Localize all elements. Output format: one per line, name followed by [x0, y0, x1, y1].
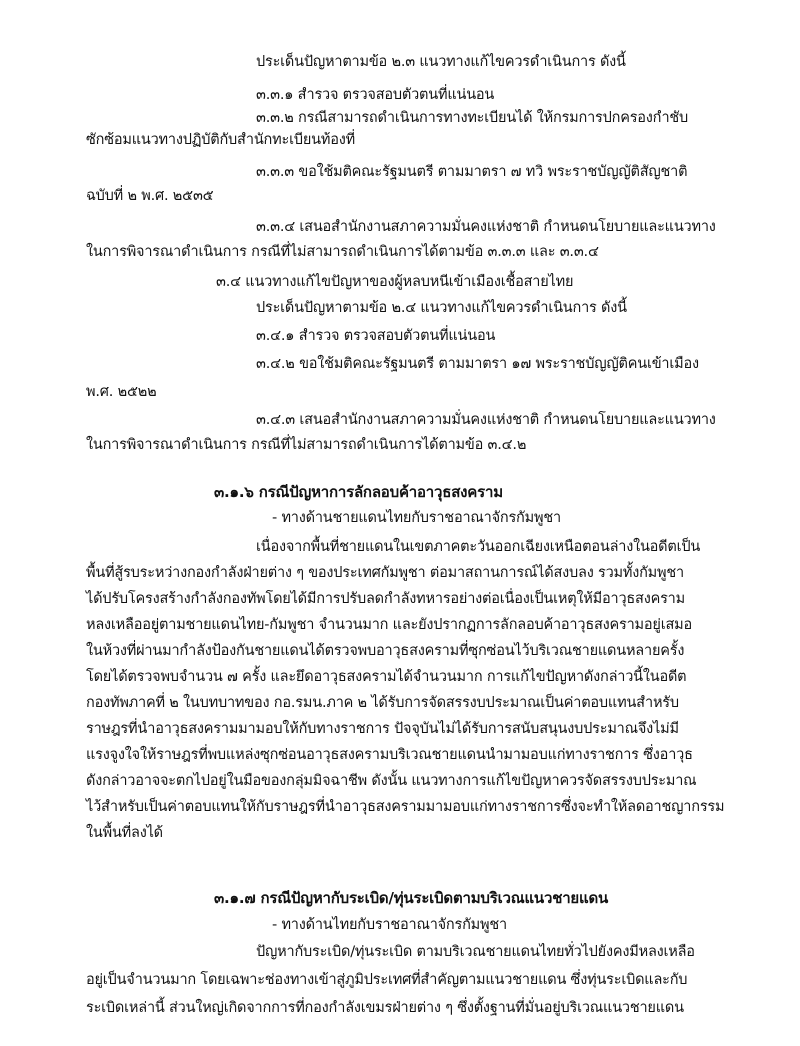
- list-item-3-3-1: ๓.๓.๑ สำรวจ ตรวจสอบตัวตนที่แน่นอน: [256, 87, 495, 103]
- list-item-3-3-4: ๓.๓.๔ เสนอสำนักงานสภาความมั่นคงแห่งชาติ กำหนดนโยบายและแนวทาง: [256, 219, 716, 235]
- paragraph-line: พ.ศ. ๒๕๒๒: [86, 384, 157, 400]
- paragraph-line: หลงเหลืออยู่ตามชายแดนไทย-กัมพูชา จำนวนมาก และยังปรากฏการลักลอบค้าอาวุธสงครามอยู่เสมอ: [86, 617, 692, 633]
- paragraph-line: ปัญหากับระเบิด/ทุ่นระเบิด ตามบริเวณชายแดนไทยทั่วไปยังคงมีหลงเหลือ: [256, 944, 695, 960]
- paragraph-line: ในพื้นที่ลงได้: [86, 825, 163, 841]
- paragraph-line: อยู่เป็นจำนวนมาก โดยเฉพาะช่องทางเข้าสู่ภูมิประเทศที่สำคัญตามแนวชายแดน ซึ่งทุ่นระเบิดและกับ: [86, 972, 688, 988]
- paragraph-line: ไว้สำหรับเป็นค่าตอบแทนให้กับราษฎรที่นำอาวุธสงครามมามอบแก่ทางราชการซึ่งจะทำให้ลดอาชญากรรม: [86, 799, 725, 815]
- paragraph-line: ราษฎรที่นำอาวุธสงครามมามอบให้กับทางราชการ ปัจจุบันไม่ได้รับการสนับสนุนงบประมาณจึงไม่มี: [86, 721, 679, 737]
- paragraph-line: ในการพิจารณาดำเนินการ กรณีที่ไม่สามารถดำเนินการได้ตามข้อ ๓.๓.๓ และ ๓.๓.๔: [86, 244, 599, 260]
- subsection-heading: - ทางด้านไทยกับราชอาณาจักรกัมพูชา: [272, 917, 507, 933]
- list-item-3-4-1: ๓.๔.๑ สำรวจ ตรวจสอบตัวตนที่แน่นอน: [256, 328, 496, 344]
- section-heading-3-1-7: ๓.๑.๗ กรณีปัญหากับระเบิด/ทุ่นระเบิดตามบริเวณแนวชายแดน: [214, 889, 609, 907]
- list-item-3-4-3: ๓.๔.๓ เสนอสำนักงานสภาความมั่นคงแห่งชาติ กำหนดนโยบายและแนวทาง: [256, 412, 716, 428]
- section-3-4-heading: ๓.๔ แนวทางแก้ไขปัญหาของผู้หลบหนีเข้าเมืองเชื้อสายไทย: [216, 274, 574, 290]
- paragraph-line: ฉบับที่ ๒ พ.ศ. ๒๕๓๕: [86, 188, 214, 204]
- paragraph-line: ประเด็นปัญหาตามข้อ ๒.๔ แนวทางแก้ไขควรดำเนินการ ดังนี้: [256, 300, 627, 316]
- paragraph-line: ในการพิจารณาดำเนินการ กรณีที่ไม่สามารถดำเนินการได้ตามข้อ ๓.๔.๒: [86, 437, 527, 453]
- paragraph-line: ดังกล่าวอาจจะตกไปอยู่ในมือของกลุ่มมิจฉาชีพ ดังนั้น แนวทางการแก้ไขปัญหาควรจัดสรรงบประมาณ: [86, 773, 697, 789]
- paragraph-line: แรงจูงใจให้ราษฎรที่พบแหล่งซุกซ่อนอาวุธสงครามบริเวณชายแดนนำมามอบแก่ทางราชการ ซึ่งอาวุธ: [86, 747, 693, 763]
- list-item-3-4-2: ๓.๔.๒ ขอใช้มติคณะรัฐมนตรี ตามมาตรา ๑๗ พระราชบัญญัติคนเข้าเมือง: [256, 356, 699, 372]
- paragraph-line: ได้ปรับโครงสร้างกำลังกองทัพโดยได้มีการปรับลดกำลังทหารอย่างต่อเนื่องเป็นเหตุให้มีอาวุธสงคราม: [86, 591, 685, 607]
- paragraph-line: ซักซ้อมแนวทางปฏิบัติกับสำนักทะเบียนท้องที่: [86, 132, 355, 148]
- subsection-heading: - ทางด้านชายแดนไทยกับราชอาณาจักรกัมพูชา: [272, 510, 561, 526]
- paragraph-line: ในห้วงที่ผ่านมากำลังป้องกันชายแดนได้ตรวจพบอาวุธสงครามที่ซุกซ่อนไว้บริเวณชายแดนหลายครั้ง: [86, 643, 685, 659]
- paragraph-line: โดยได้ตรวจพบจำนวน ๗ ครั้ง และยึดอาวุธสงครามได้จำนวนมาก การแก้ไขปัญหาดังกล่าวนี้ในอดีต: [86, 669, 687, 685]
- section-heading-3-1-6: ๓.๑.๖ กรณีปัญหาการลักลอบค้าอาวุธสงคราม: [214, 483, 503, 501]
- paragraph-line: พื้นที่สู้รบระหว่างกองกำลังฝ่ายต่าง ๆ ของประเทศกัมพูชา ต่อมาสถานการณ์ได้สงบลง รวมทั้งกัมพูชา: [86, 565, 684, 581]
- paragraph-line: ประเด็นปัญหาตามข้อ ๒.๓ แนวทางแก้ไขควรดำเนินการ ดังนี้: [256, 54, 626, 70]
- list-item-3-3-3: ๓.๓.๓ ขอใช้มติคณะรัฐมนตรี ตามมาตรา ๗ ทวิ พระราชบัญญัติสัญชาติ: [256, 164, 688, 180]
- list-item-3-3-2: ๓.๓.๒ กรณีสามารถดำเนินการทางทะเบียนได้ ให้กรมการปกครองกำชับ: [256, 110, 689, 126]
- paragraph-line: กองทัพภาคที่ ๒ ในบทบาทของ กอ.รมน.ภาค ๒ ได้รับการจัดสรรงบประมาณเป็นค่าตอบแทนสำหรับ: [86, 695, 679, 711]
- paragraph-line: ระเบิดเหล่านี้ ส่วนใหญ่เกิดจากการที่กองกำลังเขมรฝ่ายต่าง ๆ ซึ่งตั้งฐานที่มั่นอยู่บริเวณแนวชายแดน: [86, 1000, 684, 1016]
- paragraph-line: เนื่องจากพื้นที่ชายแดนในเขตภาคตะวันออกเฉียงเหนือตอนล่างในอดีตเป็น: [256, 539, 701, 555]
